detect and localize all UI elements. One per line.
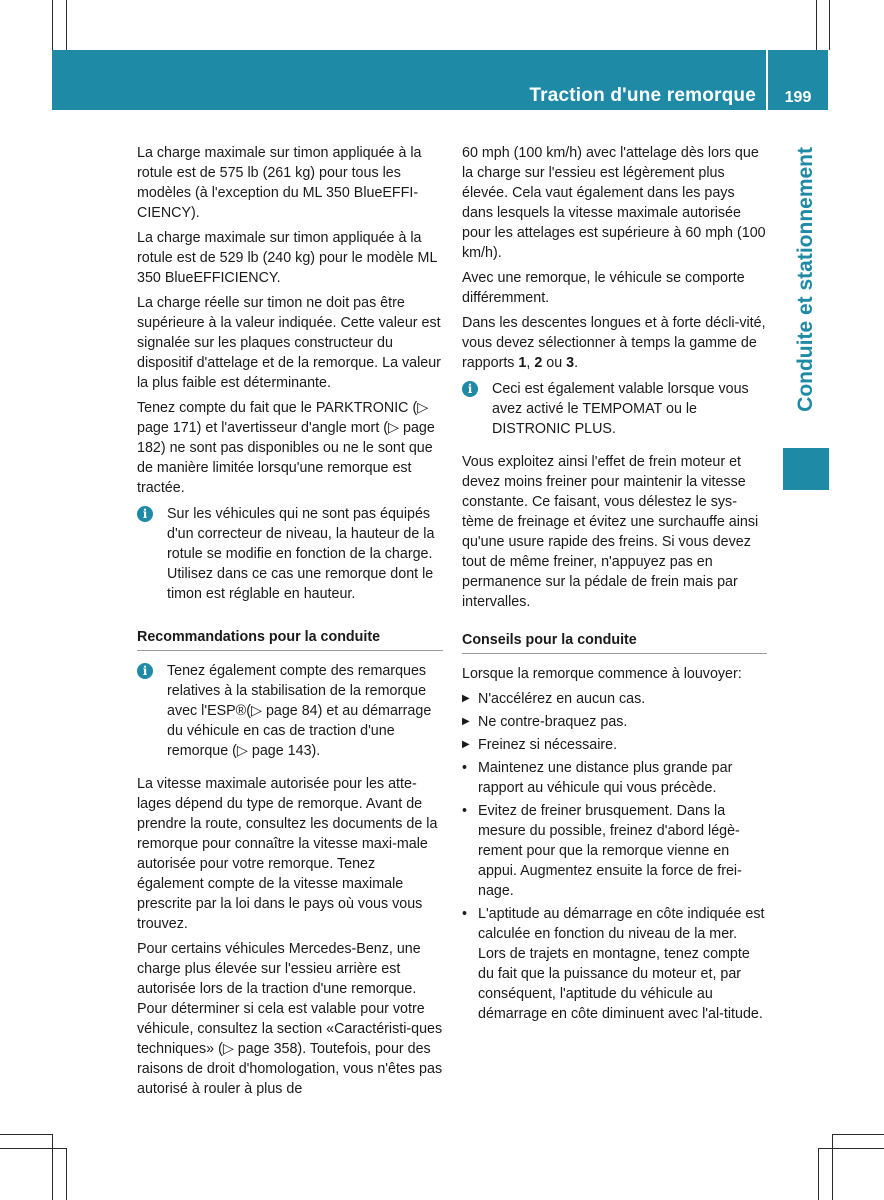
paragraph: 60 mph (100 km/h) avec l'attelage dès lors que la charge sur l'essieu est légèrement plus élevée. Cela vaut également dans les pays dans lesquels la vitesse maximale autorisée pour les attelages est supérieure à 60 mph (100 km/h). [462,145,766,261]
info-text: Sur les véhicules qui ne sont pas équipés d'un correcteur de niveau, la hauteur de la rotule se modifie en fonction de la charge. Utilisez dans ce cas une remorque dont le timon est réglable en hauteur. [167,506,435,602]
crop-mark [829,0,830,50]
right-column [462,143,767,1027]
step-arrow-icon: ▶ [462,716,470,727]
page-title: Traction d'une remorque [529,85,756,106]
bullet-icon: • [462,760,468,776]
bullet-icon: • [462,906,468,922]
paragraph: La vitesse maximale autorisée pour les atte-lages dépend du type de remorque. Avant de prendre la route, consultez les documents de la remorque pour connaître la vitesse maxi-male autorisée pour votre remorque. Tenez également compte de la vitesse maximale prescrite par la loi dans le pays où vous vous trouvez. [137,776,438,932]
gear-label: 1 [518,355,527,371]
bullet-item: • L'aptitude au démarrage en côte indiquée est calculée en fonction du niveau de la mer. Lors de trajets en montagne, tenez compte du fait que la puissance du moteur et, par conséquent, l'aptitude du véhicule au démarrage en côte diminuent avec l'al-titude. [462,906,765,1022]
paragraph: Pour certains véhicules Mercedes-Benz, une charge plus élevée sur l'essieu arrière est autorisée lors de la traction d'une remorque. Pour déterminer si cela est valable pour votre véhicule, consultez la section «Caractéristi-ques techniques» (▷ page 358). Toutefois, pour des raisons de droit d'homologation, vous n'êtes pas autorisé à rouler à plus de [137,941,443,1097]
paragraph: Avec une remorque, le véhicule se comporte différemment. [462,270,745,306]
side-tab [783,114,829,444]
crop-mark [66,1148,67,1200]
info-text: Ceci est également valable lorsque vous avez activé le TEMPOMAT ou le DISTRONIC PLUS. [492,381,749,437]
step-arrow-icon: ▶ [462,693,470,704]
paragraph: La charge maximale sur timon appliquée à la rotule est de 575 lb (261 kg) pour tous les modèles (à l'exception du ML 350 BlueEFFI-CIENCY). [137,145,422,221]
section-heading: Recommandations pour la conduite [137,627,443,651]
step-item: ▶ N'accélérez en aucun cas. [462,691,646,707]
step-item: ▶ Ne contre-braquez pas. [462,714,628,730]
info-icon: i [462,381,478,397]
crop-mark [0,1134,52,1135]
info-note [137,504,443,609]
crop-mark [832,1134,833,1200]
info-text: Tenez également compte des remarques relatives à la stabilisation de la remorque avec l'ESP®(▷ page 84) et au démarrage du véhicule en cas de traction d'une remorque (▷ page 143). [167,663,432,759]
bullet-icon: • [462,803,468,819]
gear-label: 3 [566,355,575,371]
info-icon: i [137,663,153,679]
text-run: . [574,355,579,371]
text-run: ou [542,355,567,371]
step-item: ▶ Freinez si nécessaire. [462,737,618,753]
paragraph: Vous exploitez ainsi l'effet de frein moteur et devez moins freiner pour maintenir la vitesse constante. Ce faisant, vous délestez le sys-tème de freinage et évitez une surchauffe ainsi qu'une usure rapide des freins. Si vous devez tout de même freiner, n'appuyez pas en permanence sur la pédale de frein mais par intervalles. [462,454,759,610]
paragraph: La charge maximale sur timon appliquée à la rotule est de 529 lb (240 kg) pour le modèle ML 350 BlueEFFICIENCY. [137,230,437,286]
step-arrow-icon: ▶ [462,739,470,750]
bullet-item: • Maintenez une distance plus grande par rapport au véhicule qui vous précède. [462,760,733,796]
info-icon: i [137,506,153,522]
section-heading: Conseils pour la conduite [462,630,767,654]
side-tab-marker [783,448,829,490]
gear-label: 2 [534,355,543,371]
paragraph: Tenez compte du fait que le PARKTRONIC (▷ page 171) et l'avertisseur d'angle mort (▷ page 182) ne sont pas disponibles ou ne le sont que de manière limitée lorsqu'une remorque est tractée. [137,400,435,496]
crop-mark [818,1148,884,1149]
text-run: Dans les descentes longues et à forte décli-vité, vous devez sélectionner à temps la gamme de rapports [462,315,766,371]
text-run: , [526,355,535,371]
info-note [137,661,443,766]
bullet-item: • Evitez de freiner brusquement. Dans la mesure du possible, freinez d'abord légè-rement pour que la remorque vienne en appui. Augmentez ensuite la force de frei-nage. [462,803,742,899]
crop-mark [832,1134,884,1135]
info-note [462,379,767,444]
page-number-box [768,50,828,110]
page-number: 199 [784,89,812,106]
crop-mark [0,1148,66,1149]
paragraph: La charge réelle sur timon ne doit pas être supérieure à la valeur indiquée. Cette valeur est signalée sur les plaques constructeur du dispositif d'attelage et de la remorque. La valeur la plus faible est déterminante. [137,295,441,391]
header-band [52,50,766,110]
paragraph [462,313,767,373]
crop-mark [816,0,817,50]
crop-mark [66,0,67,50]
paragraph: Lorsque la remorque commence à louvoyer: [462,666,742,682]
crop-mark [52,0,53,50]
side-tab-label: Conduite et stationnement [794,146,817,412]
crop-mark [52,1134,53,1200]
crop-mark [818,1148,819,1200]
left-column [137,143,443,1104]
